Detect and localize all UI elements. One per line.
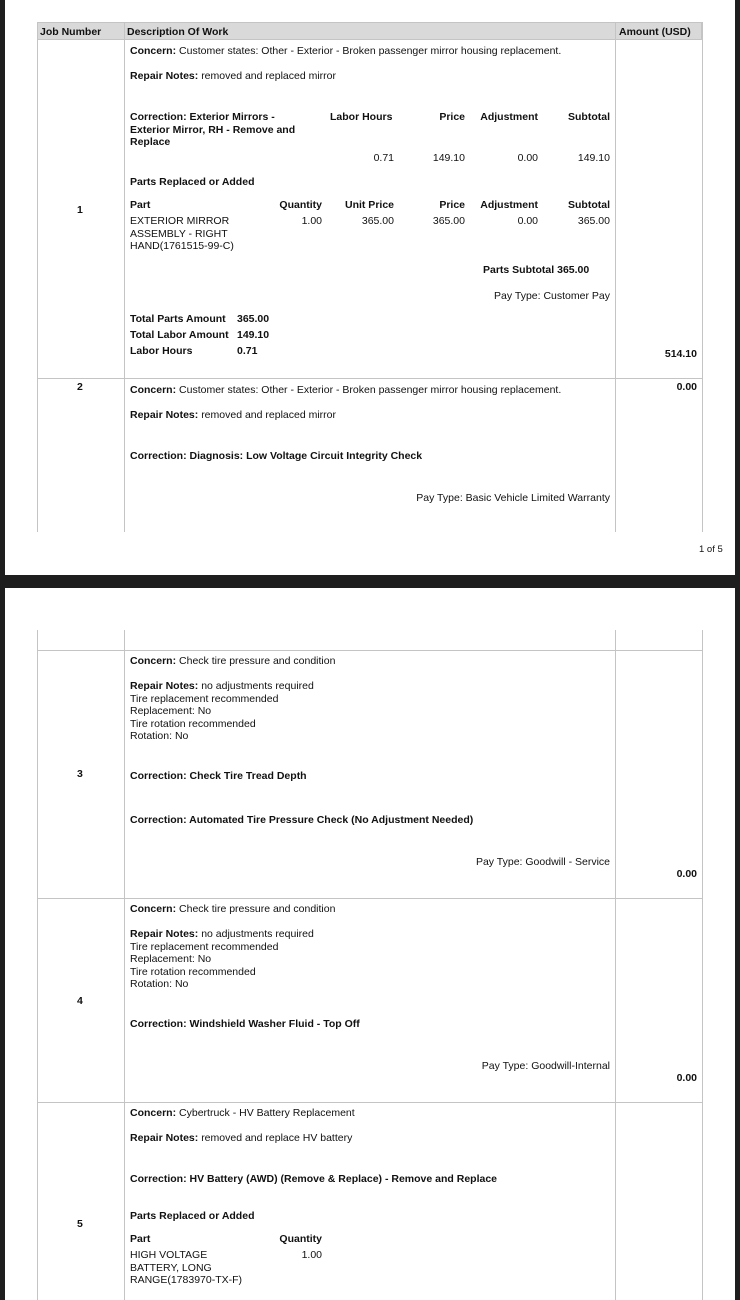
pay-type: Pay Type: Goodwill - Service <box>475 856 610 868</box>
job-repair-notes: Repair Notes: removed and replaced mirror <box>130 70 336 82</box>
labor-hours-header: Labor Hours <box>330 111 393 123</box>
part-header: Part <box>130 1233 151 1245</box>
job-repair-notes: Repair Notes: removed and replaced mirror <box>130 409 336 421</box>
part-adjustment-header: Adjustment <box>480 199 538 211</box>
unit-price-header: Unit Price <box>344 199 394 211</box>
part-quantity: 1.00 <box>301 215 322 227</box>
col-header-job-number: Job Number <box>40 26 102 38</box>
quantity-header: Quantity <box>279 1233 322 1245</box>
parts-replaced-heading: Parts Replaced or Added <box>130 176 255 188</box>
labor-price-value: 149.10 <box>432 152 465 164</box>
part-price-header: Price <box>439 199 465 211</box>
part-quantity: 1.00 <box>301 1249 322 1261</box>
job-correction: Correction: HV Battery (AWD) (Remove & Replace) - Remove and Replace <box>130 1173 498 1185</box>
job-concern: Concern: Check tire pressure and condition <box>130 903 336 915</box>
labor-hours-value: 0.71 <box>373 152 394 164</box>
job-amount: 0.00 <box>676 1072 697 1084</box>
pay-type: Pay Type: Basic Vehicle Limited Warranty <box>416 492 610 504</box>
labor-subtotal-value: 149.10 <box>577 152 610 164</box>
job-repair-notes: Repair Notes: removed and replace HV battery <box>130 1132 353 1144</box>
total-labor-amount-value: 149.10 <box>237 329 270 341</box>
job-number: 5 <box>77 1218 83 1230</box>
labor-hours-total-value: 0.71 <box>237 345 258 357</box>
job-concern: Concern: Cybertruck - HV Battery Replacement <box>130 1107 355 1119</box>
job-number: 3 <box>77 768 83 780</box>
labor-adjustment-header: Adjustment <box>480 111 538 123</box>
document-page-1 <box>5 0 735 575</box>
labor-adjustment-value: 0.00 <box>517 152 538 164</box>
page-number: 1 of 5 <box>699 544 723 555</box>
part-header: Part <box>130 199 151 211</box>
job-concern: Concern: Check tire pressure and condition <box>130 655 336 667</box>
quantity-header: Quantity <box>279 199 322 211</box>
job-number: 2 <box>77 381 83 393</box>
part-adjustment: 0.00 <box>517 215 538 227</box>
pay-type: Pay Type: Customer Pay <box>494 290 610 302</box>
parts-subtotal: Parts Subtotal 365.00 <box>483 264 590 276</box>
part-name: HIGH VOLTAGE BATTERY, LONG RANGE(1783970-TX-F) <box>130 1249 243 1286</box>
total-labor-amount-label: Total Labor Amount <box>130 329 229 341</box>
labor-subtotal-header: Subtotal <box>568 111 610 123</box>
total-parts-amount-label: Total Parts Amount <box>130 313 226 325</box>
labor-hours-total-label: Labor Hours <box>130 345 193 357</box>
job-correction: Correction: Automated Tire Pressure Check (No Adjustment Needed) <box>130 814 474 826</box>
part-subtotal: 365.00 <box>577 215 610 227</box>
job-correction: Correction: Windshield Washer Fluid - Top Off <box>130 1018 360 1030</box>
pay-type: Pay Type: Goodwill-Internal <box>481 1060 610 1072</box>
job-repair-notes: Repair Notes: no adjustments required Tire replacement recommended Replacement: No Tire rotation recommended Rotation: No <box>130 928 314 990</box>
job-amount: 0.00 <box>676 868 697 880</box>
job-concern: Concern: Customer states: Other - Exterior - Broken passenger mirror housing replacement. <box>130 384 562 396</box>
job-amount: 514.10 <box>664 348 697 360</box>
part-price: 365.00 <box>432 215 465 227</box>
job-correction: Correction: Exterior Mirrors - Exterior Mirror, RH - Remove and Replace <box>130 111 296 148</box>
job-amount: 0.00 <box>676 381 697 393</box>
total-parts-amount-value: 365.00 <box>237 313 270 325</box>
job-number: 4 <box>77 995 83 1007</box>
part-name: EXTERIOR MIRROR ASSEMBLY - RIGHT HAND(1761515-99-C) <box>130 215 234 252</box>
col-header-amount: Amount (USD) <box>619 26 691 38</box>
job-correction: Correction: Check Tire Tread Depth <box>130 770 307 782</box>
part-unit-price: 365.00 <box>361 215 394 227</box>
col-header-description: Description Of Work <box>127 26 229 38</box>
job-repair-notes: Repair Notes: no adjustments required Tire replacement recommended Replacement: No Tire rotation recommended Rotation: No <box>130 680 314 742</box>
labor-price-header: Price <box>439 111 465 123</box>
job-concern: Concern: Customer states: Other - Exterior - Broken passenger mirror housing replacement. <box>130 45 562 57</box>
job-correction: Correction: Diagnosis: Low Voltage Circuit Integrity Check <box>130 450 423 462</box>
job-number: 1 <box>77 204 83 216</box>
document-page-2 <box>5 588 735 1300</box>
part-subtotal-header: Subtotal <box>568 199 610 211</box>
parts-replaced-heading: Parts Replaced or Added <box>130 1210 255 1222</box>
